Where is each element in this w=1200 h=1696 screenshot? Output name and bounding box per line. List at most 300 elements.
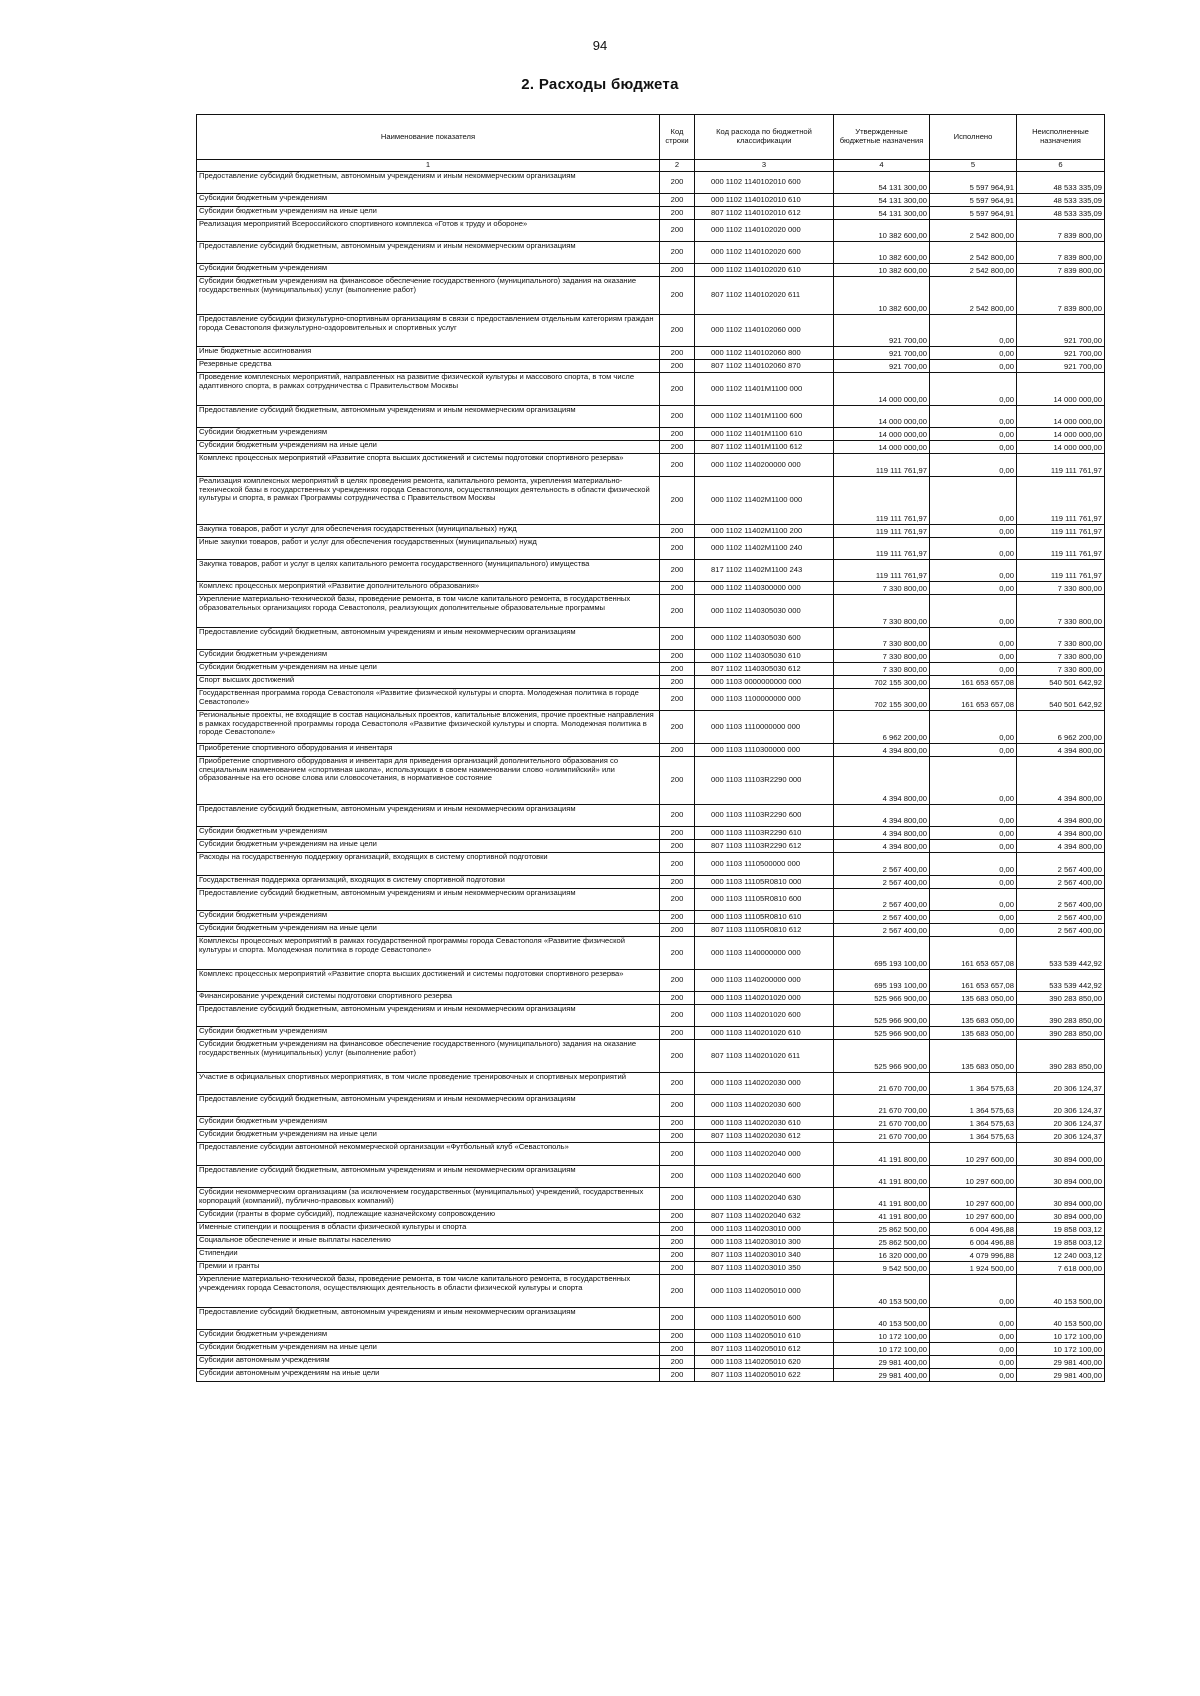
cell-line-code: 200 (660, 840, 695, 853)
table-row (197, 650, 1105, 663)
cell-unexecuted: 2 567 400,00 (1017, 924, 1105, 937)
column-number: 2 (660, 160, 695, 172)
column-number: 5 (930, 160, 1017, 172)
table-row (197, 1275, 1105, 1308)
cell-name: Предоставление субсидий бюджетным, автономным учреждениям и иным некоммерческим организациям (197, 1005, 660, 1027)
cell-unexecuted: 119 111 761,97 (1017, 477, 1105, 525)
cell-executed: 0,00 (930, 582, 1017, 595)
cell-approved: 921 700,00 (834, 347, 930, 360)
cell-budget-code: 000 1102 1140102010 610 (695, 194, 834, 207)
cell-name: Участие в официальных спортивных мероприятиях, в том числе проведение тренировочных и спортивных мероприятий (197, 1073, 660, 1095)
cell-name: Субсидии бюджетным учреждениям (197, 650, 660, 663)
cell-budget-code: 000 1103 1140201020 000 (695, 992, 834, 1005)
cell-executed: 10 297 600,00 (930, 1166, 1017, 1188)
table-row (197, 360, 1105, 373)
table-row (197, 1223, 1105, 1236)
cell-unexecuted: 19 858 003,12 (1017, 1223, 1105, 1236)
cell-approved: 41 191 800,00 (834, 1166, 930, 1188)
cell-unexecuted: 7 839 800,00 (1017, 220, 1105, 242)
cell-line-code: 200 (660, 1005, 695, 1027)
cell-approved: 54 131 300,00 (834, 207, 930, 220)
cell-budget-code: 807 1102 1140102060 870 (695, 360, 834, 373)
cell-approved: 21 670 700,00 (834, 1117, 930, 1130)
cell-name: Субсидии некоммерческим организациям (за исключением государственных (муниципальных) учреждений, государственных корпораций (компаний), публично-правовых компаний) (197, 1188, 660, 1210)
table-row (197, 525, 1105, 538)
table-row (197, 207, 1105, 220)
cell-executed: 4 079 996,88 (930, 1249, 1017, 1262)
cell-name: Субсидии бюджетным учреждениям (197, 1027, 660, 1040)
cell-line-code: 200 (660, 827, 695, 840)
cell-approved: 2 567 400,00 (834, 889, 930, 911)
cell-unexecuted: 10 172 100,00 (1017, 1343, 1105, 1356)
cell-executed: 0,00 (930, 406, 1017, 428)
column-number: 3 (695, 160, 834, 172)
table-row (197, 689, 1105, 711)
cell-budget-code: 000 1103 1140202030 600 (695, 1095, 834, 1117)
cell-executed: 0,00 (930, 853, 1017, 876)
cell-unexecuted: 10 172 100,00 (1017, 1330, 1105, 1343)
cell-executed: 0,00 (930, 1369, 1017, 1382)
cell-name: Приобретение спортивного оборудования и инвентаря (197, 744, 660, 757)
cell-line-code: 200 (660, 1262, 695, 1275)
cell-name: Субсидии (гранты в форме субсидий), подлежащие казначейскому сопровождению (197, 1210, 660, 1223)
cell-name: Предоставление субсидий бюджетным, автономным учреждениям и иным некоммерческим организациям (197, 889, 660, 911)
cell-budget-code: 807 1102 1140102010 612 (695, 207, 834, 220)
cell-name: Предоставление субсидий бюджетным, автономным учреждениям и иным некоммерческим организациям (197, 1095, 660, 1117)
cell-budget-code: 000 1102 1140305030 610 (695, 650, 834, 663)
cell-unexecuted: 540 501 642,92 (1017, 676, 1105, 689)
budget-expenditures-table (196, 114, 1105, 1382)
table-row (197, 220, 1105, 242)
cell-budget-code: 000 1103 11103R2290 000 (695, 757, 834, 805)
table-row (197, 1343, 1105, 1356)
cell-budget-code: 000 1103 1140203010 300 (695, 1236, 834, 1249)
cell-name: Субсидии бюджетным учреждениям (197, 194, 660, 207)
cell-approved: 21 670 700,00 (834, 1130, 930, 1143)
table-row (197, 1210, 1105, 1223)
table-row (197, 264, 1105, 277)
cell-approved: 14 000 000,00 (834, 441, 930, 454)
cell-budget-code: 000 1103 0000000000 000 (695, 676, 834, 689)
cell-line-code: 200 (660, 441, 695, 454)
cell-line-code: 200 (660, 1275, 695, 1308)
cell-approved: 40 153 500,00 (834, 1308, 930, 1330)
cell-executed: 135 683 050,00 (930, 1005, 1017, 1027)
table-row (197, 1073, 1105, 1095)
cell-budget-code: 807 1103 11105R0810 612 (695, 924, 834, 937)
cell-line-code: 200 (660, 595, 695, 628)
cell-name: Субсидии бюджетным учреждениям на финансовое обеспечение государственного (муниципального) задания на оказание государственных (муниципальных) услуг (выполнение работ) (197, 1040, 660, 1073)
cell-executed: 0,00 (930, 347, 1017, 360)
table-row (197, 315, 1105, 347)
cell-unexecuted: 7 839 800,00 (1017, 264, 1105, 277)
cell-executed: 0,00 (930, 827, 1017, 840)
cell-name: Субсидии бюджетным учреждениям (197, 827, 660, 840)
cell-approved: 6 962 200,00 (834, 711, 930, 744)
cell-executed: 161 653 657,08 (930, 676, 1017, 689)
cell-approved: 9 542 500,00 (834, 1262, 930, 1275)
cell-name: Комплекс процессных мероприятий «Развитие спорта высших достижений и системы подготовки спортивного резерва» (197, 970, 660, 992)
cell-name: Финансирование учреждений системы подготовки спортивного резерва (197, 992, 660, 1005)
cell-approved: 7 330 800,00 (834, 628, 930, 650)
cell-unexecuted: 2 567 400,00 (1017, 853, 1105, 876)
cell-approved: 2 567 400,00 (834, 924, 930, 937)
table-row (197, 1027, 1105, 1040)
cell-unexecuted: 4 394 800,00 (1017, 805, 1105, 827)
cell-line-code: 200 (660, 970, 695, 992)
cell-line-code: 200 (660, 676, 695, 689)
header-row (197, 115, 1105, 160)
cell-executed: 0,00 (930, 360, 1017, 373)
cell-executed: 161 653 657,08 (930, 689, 1017, 711)
cell-approved: 7 330 800,00 (834, 663, 930, 676)
cell-line-code: 200 (660, 525, 695, 538)
cell-budget-code: 000 1102 1140305030 600 (695, 628, 834, 650)
header-unexecuted: Неисполненные назначения (1017, 115, 1105, 160)
table-body (197, 172, 1105, 1382)
cell-line-code: 200 (660, 1117, 695, 1130)
cell-executed: 6 004 496,88 (930, 1223, 1017, 1236)
cell-unexecuted: 540 501 642,92 (1017, 689, 1105, 711)
cell-name: Субсидии бюджетным учреждениям на иные цели (197, 441, 660, 454)
cell-unexecuted: 30 894 000,00 (1017, 1210, 1105, 1223)
cell-executed: 0,00 (930, 711, 1017, 744)
cell-approved: 54 131 300,00 (834, 172, 930, 194)
table-row (197, 373, 1105, 406)
cell-line-code: 200 (660, 1095, 695, 1117)
cell-name: Предоставление субсидий бюджетным, автономным учреждениям и иным некоммерческим организациям (197, 172, 660, 194)
cell-unexecuted: 119 111 761,97 (1017, 538, 1105, 560)
cell-budget-code: 000 1102 1140300000 000 (695, 582, 834, 595)
cell-name: Предоставление субсидий бюджетным, автономным учреждениям и иным некоммерческим организациям (197, 1166, 660, 1188)
cell-approved: 14 000 000,00 (834, 406, 930, 428)
cell-approved: 7 330 800,00 (834, 595, 930, 628)
cell-unexecuted: 2 567 400,00 (1017, 876, 1105, 889)
cell-executed: 5 597 964,91 (930, 194, 1017, 207)
table-row (197, 663, 1105, 676)
table-row (197, 1117, 1105, 1130)
cell-budget-code: 000 1102 1140102020 000 (695, 220, 834, 242)
cell-approved: 525 966 900,00 (834, 992, 930, 1005)
cell-unexecuted: 2 567 400,00 (1017, 911, 1105, 924)
table-row (197, 242, 1105, 264)
table-row (197, 911, 1105, 924)
cell-line-code: 200 (660, 1073, 695, 1095)
page-number: 94 (592, 38, 608, 53)
cell-line-code: 200 (660, 937, 695, 970)
cell-budget-code: 807 1103 1140202030 612 (695, 1130, 834, 1143)
cell-budget-code: 000 1103 11105R0810 600 (695, 889, 834, 911)
cell-line-code: 200 (660, 477, 695, 525)
table-row (197, 937, 1105, 970)
cell-name: Расходы на государственную поддержку организаций, входящих в систему спортивной подготовки (197, 853, 660, 876)
cell-name: Государственная поддержка организаций, входящих в систему спортивной подготовки (197, 876, 660, 889)
table-row (197, 1188, 1105, 1210)
table-row (197, 1308, 1105, 1330)
cell-executed: 5 597 964,91 (930, 172, 1017, 194)
cell-budget-code: 000 1102 11402М1100 200 (695, 525, 834, 538)
cell-unexecuted: 119 111 761,97 (1017, 454, 1105, 477)
cell-unexecuted: 40 153 500,00 (1017, 1275, 1105, 1308)
cell-approved: 4 394 800,00 (834, 744, 930, 757)
cell-unexecuted: 19 858 003,12 (1017, 1236, 1105, 1249)
table-row (197, 827, 1105, 840)
cell-line-code: 200 (660, 1330, 695, 1343)
cell-line-code: 200 (660, 663, 695, 676)
cell-unexecuted: 921 700,00 (1017, 315, 1105, 347)
cell-name: Субсидии бюджетным учреждениям на иные цели (197, 207, 660, 220)
cell-executed: 1 364 575,63 (930, 1095, 1017, 1117)
cell-line-code: 200 (660, 924, 695, 937)
cell-budget-code: 817 1102 11402М1100 243 (695, 560, 834, 582)
cell-budget-code: 000 1102 11402М1100 000 (695, 477, 834, 525)
table-row (197, 1005, 1105, 1027)
cell-budget-code: 807 1103 1140205010 622 (695, 1369, 834, 1382)
cell-line-code: 200 (660, 538, 695, 560)
cell-unexecuted: 533 539 442,92 (1017, 937, 1105, 970)
cell-line-code: 200 (660, 1166, 695, 1188)
cell-approved: 14 000 000,00 (834, 373, 930, 406)
cell-approved: 14 000 000,00 (834, 428, 930, 441)
table-row (197, 1356, 1105, 1369)
cell-budget-code: 807 1103 1140201020 611 (695, 1040, 834, 1073)
cell-name: Приобретение спортивного оборудования и инвентаря для приведения организаций дополнительного образования со специальным наименованием «спортивная школа», использующих в своем наименовании слово «олимпийский» или образованные на его основе слова или словосочетания, в нормативное состояние (197, 757, 660, 805)
cell-unexecuted: 14 000 000,00 (1017, 373, 1105, 406)
cell-unexecuted: 30 894 000,00 (1017, 1188, 1105, 1210)
cell-unexecuted: 7 330 800,00 (1017, 628, 1105, 650)
cell-approved: 4 394 800,00 (834, 757, 930, 805)
cell-executed: 2 542 800,00 (930, 277, 1017, 315)
cell-line-code: 200 (660, 1130, 695, 1143)
cell-approved: 921 700,00 (834, 360, 930, 373)
cell-approved: 2 567 400,00 (834, 911, 930, 924)
cell-budget-code: 000 1103 11103R2290 610 (695, 827, 834, 840)
cell-unexecuted: 390 283 850,00 (1017, 1005, 1105, 1027)
table-row (197, 1262, 1105, 1275)
cell-unexecuted: 40 153 500,00 (1017, 1308, 1105, 1330)
cell-approved: 54 131 300,00 (834, 194, 930, 207)
table-row (197, 840, 1105, 853)
cell-line-code: 200 (660, 454, 695, 477)
cell-name: Закупка товаров, работ и услуг для обеспечения государственных (муниципальных) нужд (197, 525, 660, 538)
cell-executed: 0,00 (930, 876, 1017, 889)
table-row (197, 889, 1105, 911)
cell-unexecuted: 6 962 200,00 (1017, 711, 1105, 744)
cell-executed: 0,00 (930, 924, 1017, 937)
cell-approved: 119 111 761,97 (834, 538, 930, 560)
cell-line-code: 200 (660, 992, 695, 1005)
cell-name: Субсидии бюджетным учреждениям (197, 1117, 660, 1130)
cell-line-code: 200 (660, 876, 695, 889)
table-row (197, 582, 1105, 595)
cell-executed: 135 683 050,00 (930, 1027, 1017, 1040)
cell-executed: 0,00 (930, 560, 1017, 582)
column-number: 4 (834, 160, 930, 172)
cell-unexecuted: 119 111 761,97 (1017, 560, 1105, 582)
cell-name: Комплекс процессных мероприятий «Развитие дополнительного образования» (197, 582, 660, 595)
cell-executed: 161 653 657,08 (930, 937, 1017, 970)
cell-line-code: 200 (660, 889, 695, 911)
cell-executed: 0,00 (930, 454, 1017, 477)
table-row (197, 1166, 1105, 1188)
cell-executed: 0,00 (930, 911, 1017, 924)
cell-name: Субсидии бюджетным учреждениям на финансовое обеспечение государственного (муниципального) задания на оказание государственных (муниципальных) услуг (выполнение работ) (197, 277, 660, 315)
cell-budget-code: 000 1103 1140201020 600 (695, 1005, 834, 1027)
table-row (197, 676, 1105, 689)
table-row (197, 924, 1105, 937)
cell-line-code: 200 (660, 853, 695, 876)
cell-budget-code: 000 1103 11103R2290 600 (695, 805, 834, 827)
cell-budget-code: 000 1103 1140200000 000 (695, 970, 834, 992)
cell-budget-code: 000 1103 1140205010 620 (695, 1356, 834, 1369)
cell-executed: 0,00 (930, 1356, 1017, 1369)
cell-budget-code: 807 1103 1140205010 612 (695, 1343, 834, 1356)
table-row (197, 1095, 1105, 1117)
cell-line-code: 200 (660, 1236, 695, 1249)
table-row (197, 1130, 1105, 1143)
table-row (197, 1369, 1105, 1382)
cell-line-code: 200 (660, 373, 695, 406)
cell-budget-code: 000 1103 1140205010 610 (695, 1330, 834, 1343)
cell-approved: 4 394 800,00 (834, 827, 930, 840)
table-row (197, 1249, 1105, 1262)
cell-name: Субсидии бюджетным учреждениям на иные цели (197, 663, 660, 676)
cell-line-code: 200 (660, 264, 695, 277)
cell-name: Предоставление субсидий бюджетным, автономным учреждениям и иным некоммерческим организациям (197, 805, 660, 827)
cell-budget-code: 000 1102 1140102060 800 (695, 347, 834, 360)
cell-executed: 10 297 600,00 (930, 1210, 1017, 1223)
cell-executed: 0,00 (930, 650, 1017, 663)
cell-budget-code: 000 1103 1110300000 000 (695, 744, 834, 757)
cell-name: Предоставление субсидий бюджетным, автономным учреждениям и иным некоммерческим организациям (197, 1308, 660, 1330)
cell-name: Проведение комплексных мероприятий, направленных на развитие физической культуры и массового спорта, в том числе адаптивного спорта, в рамках сотрудничества с Правительством Москвы (197, 373, 660, 406)
cell-budget-code: 000 1103 1140203010 000 (695, 1223, 834, 1236)
cell-name: Региональные проекты, не входящие в состав национальных проектов, капитальные вложения, прочие проектные направления в рамках государственной программы города Севастополя «Развитие физической культуры и спорта. Молодежная политика в городе Севастополе» (197, 711, 660, 744)
cell-unexecuted: 533 539 442,92 (1017, 970, 1105, 992)
cell-name: Субсидии бюджетным учреждениям (197, 264, 660, 277)
cell-executed: 0,00 (930, 744, 1017, 757)
cell-unexecuted: 30 894 000,00 (1017, 1143, 1105, 1166)
cell-executed: 1 364 575,63 (930, 1073, 1017, 1095)
cell-unexecuted: 4 394 800,00 (1017, 827, 1105, 840)
cell-name: Предоставление субсидий бюджетным, автономным учреждениям и иным некоммерческим организациям (197, 242, 660, 264)
cell-line-code: 200 (660, 1210, 695, 1223)
cell-budget-code: 807 1102 1140102020 611 (695, 277, 834, 315)
cell-unexecuted: 390 283 850,00 (1017, 1040, 1105, 1073)
cell-approved: 7 330 800,00 (834, 650, 930, 663)
cell-line-code: 200 (660, 560, 695, 582)
cell-executed: 0,00 (930, 805, 1017, 827)
cell-line-code: 200 (660, 406, 695, 428)
cell-unexecuted: 20 306 124,37 (1017, 1095, 1105, 1117)
cell-name: Государственная программа города Севастополя «Развитие физической культуры и спорта. Молодежная политика в городе Севастополе» (197, 689, 660, 711)
table-row (197, 711, 1105, 744)
cell-name: Социальное обеспечение и иные выплаты населению (197, 1236, 660, 1249)
cell-budget-code: 000 1103 11105R0810 000 (695, 876, 834, 889)
cell-unexecuted: 29 981 400,00 (1017, 1369, 1105, 1382)
cell-approved: 21 670 700,00 (834, 1073, 930, 1095)
cell-executed: 0,00 (930, 428, 1017, 441)
cell-budget-code: 807 1103 1140202040 632 (695, 1210, 834, 1223)
table-row (197, 406, 1105, 428)
cell-line-code: 200 (660, 1143, 695, 1166)
table-row (197, 1040, 1105, 1073)
cell-line-code: 200 (660, 1040, 695, 1073)
cell-budget-code: 000 1102 1140102010 600 (695, 172, 834, 194)
cell-budget-code: 807 1102 11401М1100 612 (695, 441, 834, 454)
cell-budget-code: 000 1103 1140205010 600 (695, 1308, 834, 1330)
cell-line-code: 200 (660, 194, 695, 207)
cell-name: Субсидии бюджетным учреждениям на иные цели (197, 924, 660, 937)
cell-approved: 2 567 400,00 (834, 853, 930, 876)
cell-unexecuted: 48 533 335,09 (1017, 194, 1105, 207)
cell-line-code: 200 (660, 1369, 695, 1382)
cell-unexecuted: 7 330 800,00 (1017, 582, 1105, 595)
cell-unexecuted: 7 839 800,00 (1017, 242, 1105, 264)
cell-budget-code: 000 1102 1140102020 600 (695, 242, 834, 264)
cell-line-code: 200 (660, 1308, 695, 1330)
cell-line-code: 200 (660, 360, 695, 373)
cell-name: Предоставление субсидий бюджетным, автономным учреждениям и иным некоммерческим организациям (197, 628, 660, 650)
cell-unexecuted: 921 700,00 (1017, 347, 1105, 360)
cell-approved: 10 382 600,00 (834, 277, 930, 315)
cell-unexecuted: 20 306 124,37 (1017, 1130, 1105, 1143)
cell-line-code: 200 (660, 220, 695, 242)
cell-budget-code: 000 1103 1140000000 000 (695, 937, 834, 970)
table-row (197, 428, 1105, 441)
table-row (197, 876, 1105, 889)
cell-unexecuted: 14 000 000,00 (1017, 441, 1105, 454)
cell-unexecuted: 2 567 400,00 (1017, 889, 1105, 911)
cell-budget-code: 000 1103 11105R0810 610 (695, 911, 834, 924)
cell-approved: 29 981 400,00 (834, 1356, 930, 1369)
cell-line-code: 200 (660, 1188, 695, 1210)
cell-approved: 4 394 800,00 (834, 840, 930, 853)
cell-line-code: 200 (660, 805, 695, 827)
cell-executed: 10 297 600,00 (930, 1188, 1017, 1210)
cell-name: Резервные средства (197, 360, 660, 373)
cell-unexecuted: 390 283 850,00 (1017, 1027, 1105, 1040)
cell-approved: 702 155 300,00 (834, 689, 930, 711)
cell-unexecuted: 119 111 761,97 (1017, 525, 1105, 538)
cell-approved: 119 111 761,97 (834, 560, 930, 582)
cell-approved: 25 862 500,00 (834, 1236, 930, 1249)
cell-approved: 29 981 400,00 (834, 1369, 930, 1382)
column-number: 6 (1017, 160, 1105, 172)
cell-name: Субсидии бюджетным учреждениям (197, 1330, 660, 1343)
cell-line-code: 200 (660, 1343, 695, 1356)
cell-name: Предоставление субсидии автономной некоммерческой организации «Футбольный клуб «Севастополь» (197, 1143, 660, 1166)
cell-executed: 0,00 (930, 1275, 1017, 1308)
cell-budget-code: 807 1103 11103R2290 612 (695, 840, 834, 853)
cell-budget-code: 000 1102 1140102020 610 (695, 264, 834, 277)
cell-executed: 0,00 (930, 840, 1017, 853)
cell-line-code: 200 (660, 1249, 695, 1262)
cell-line-code: 200 (660, 744, 695, 757)
cell-unexecuted: 7 330 800,00 (1017, 663, 1105, 676)
cell-unexecuted: 921 700,00 (1017, 360, 1105, 373)
column-number-row (197, 160, 1105, 172)
cell-line-code: 200 (660, 242, 695, 264)
cell-executed: 2 542 800,00 (930, 220, 1017, 242)
cell-approved: 40 153 500,00 (834, 1275, 930, 1308)
cell-budget-code: 807 1103 1140203010 350 (695, 1262, 834, 1275)
cell-budget-code: 000 1103 1140201020 610 (695, 1027, 834, 1040)
cell-line-code: 200 (660, 1223, 695, 1236)
cell-approved: 7 330 800,00 (834, 582, 930, 595)
cell-executed: 0,00 (930, 1308, 1017, 1330)
cell-approved: 4 394 800,00 (834, 805, 930, 827)
